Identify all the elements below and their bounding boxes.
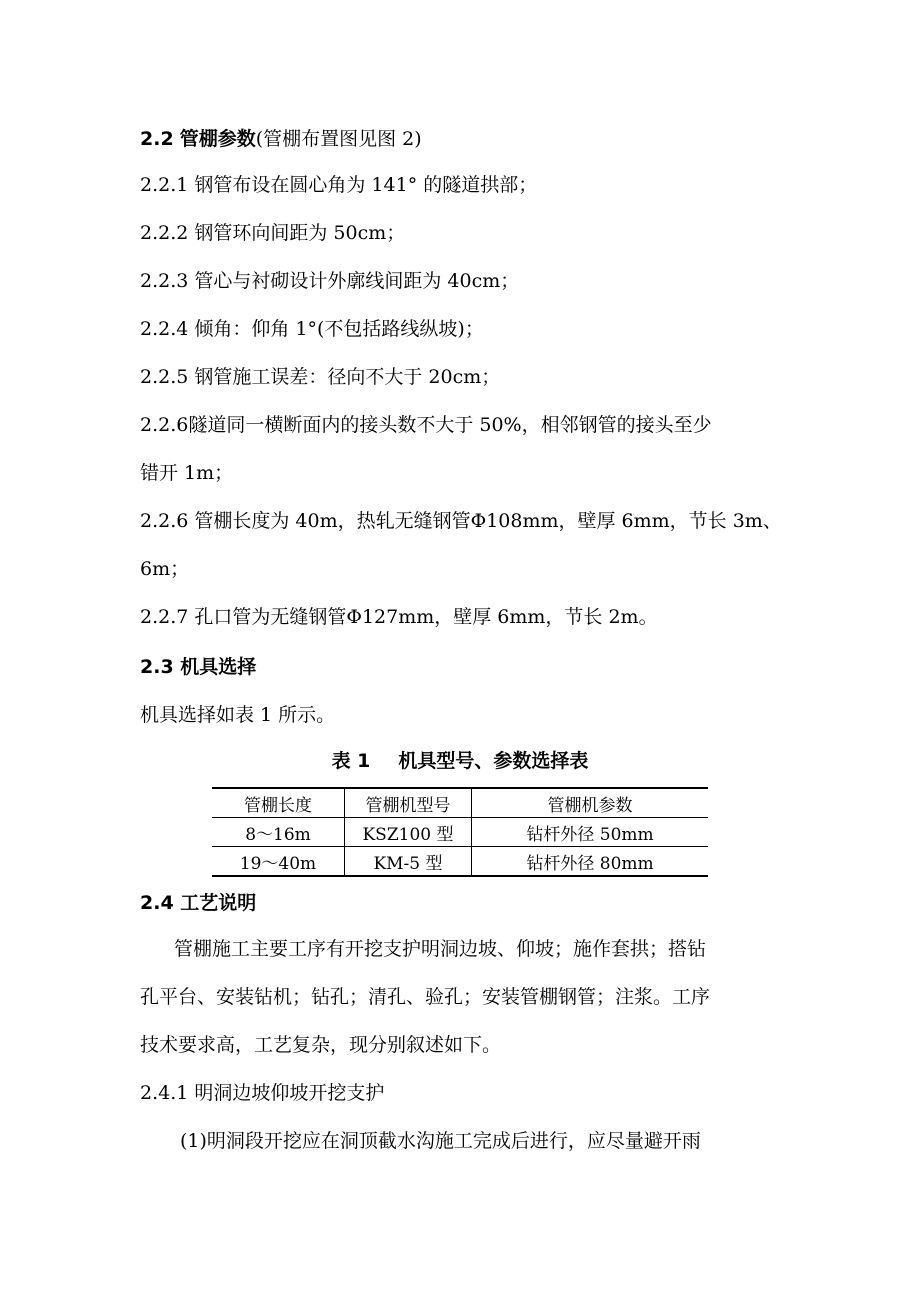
section-2-4-paragraph-line2: 孔平台、安装钻机；钻孔；清孔、验孔；安装管棚钢管；注浆。工序	[140, 986, 711, 1008]
table-caption-label: 表 1	[331, 750, 371, 772]
table-caption-title: 机具型号、参数选择表	[398, 750, 589, 772]
table-cell: 8～16m	[212, 818, 345, 847]
table-cell: KM-5 型	[345, 847, 472, 877]
section-2-2-heading	[140, 130, 422, 149]
section-title: 管棚参数	[179, 128, 256, 150]
section-note: (管棚布置图见图 2)	[255, 128, 422, 150]
table-cell: 19～40m	[212, 847, 345, 877]
table-cell: 钻杆外径 50mm	[472, 818, 709, 847]
item-2-2-7: 2.2.7 孔口管为无缝钢管Φ127mm，壁厚 6mm，节长 2m。	[140, 606, 658, 628]
table-caption	[0, 752, 920, 771]
item-2-2-2: 2.2.2 钢管环向间距为 50cm；	[140, 222, 406, 244]
table-row	[212, 847, 708, 877]
table-header-cell: 管棚长度	[212, 788, 345, 818]
table-header-row	[212, 788, 708, 818]
table-cell: KSZ100 型	[345, 818, 472, 847]
section-2-4-paragraph-line1: 管棚施工主要工序有开挖支护明洞边坡、仰坡；施作套拱；搭钻	[174, 938, 707, 960]
subsection-2-4-1-heading: 2.4.1 明洞边坡仰坡开挖支护	[140, 1082, 385, 1104]
table-header-cell: 管棚机型号	[345, 788, 472, 818]
item-2-2-6a-line2: 错开 1m；	[140, 462, 234, 484]
table-header-cell: 管棚机参数	[472, 788, 709, 818]
item-2-2-1: 2.2.1 钢管布设在圆心角为 141° 的隧道拱部；	[140, 174, 538, 196]
subsection-2-4-1-item-1: (1)明洞段开挖应在洞顶截水沟施工完成后进行，应尽量避开雨	[180, 1130, 701, 1152]
item-2-2-4: 2.2.4 倾角：仰角 1°(不包括路线纵坡)；	[140, 318, 484, 340]
item-2-2-5: 2.2.5 钢管施工误差：径向不大于 20cm；	[140, 366, 501, 388]
table-row	[212, 818, 708, 847]
table-cell: 钻杆外径 80mm	[472, 847, 709, 877]
item-2-2-3: 2.2.3 管心与衬砌设计外廓线间距为 40cm；	[140, 270, 520, 292]
section-2-3-intro: 机具选择如表 1 所示。	[140, 704, 336, 726]
item-2-2-6b-line1: 2.2.6 管棚长度为 40m，热轧无缝钢管Φ108mm，壁厚 6mm，节长 3m、	[140, 510, 782, 532]
section-2-4-heading: 2.4 工艺说明	[140, 892, 257, 914]
equipment-table	[212, 787, 708, 877]
item-2-2-6a-line1: 2.2.6隧道同一横断面内的接头数不大于 50%，相邻钢管的接头至少	[140, 414, 712, 436]
section-2-4-paragraph-line3: 技术要求高，工艺复杂，现分别叙述如下。	[140, 1034, 502, 1056]
section-number: 2.2	[140, 128, 174, 150]
section-2-3-heading: 2.3 机具选择	[140, 656, 257, 678]
item-2-2-6b-line2: 6m；	[140, 558, 190, 580]
